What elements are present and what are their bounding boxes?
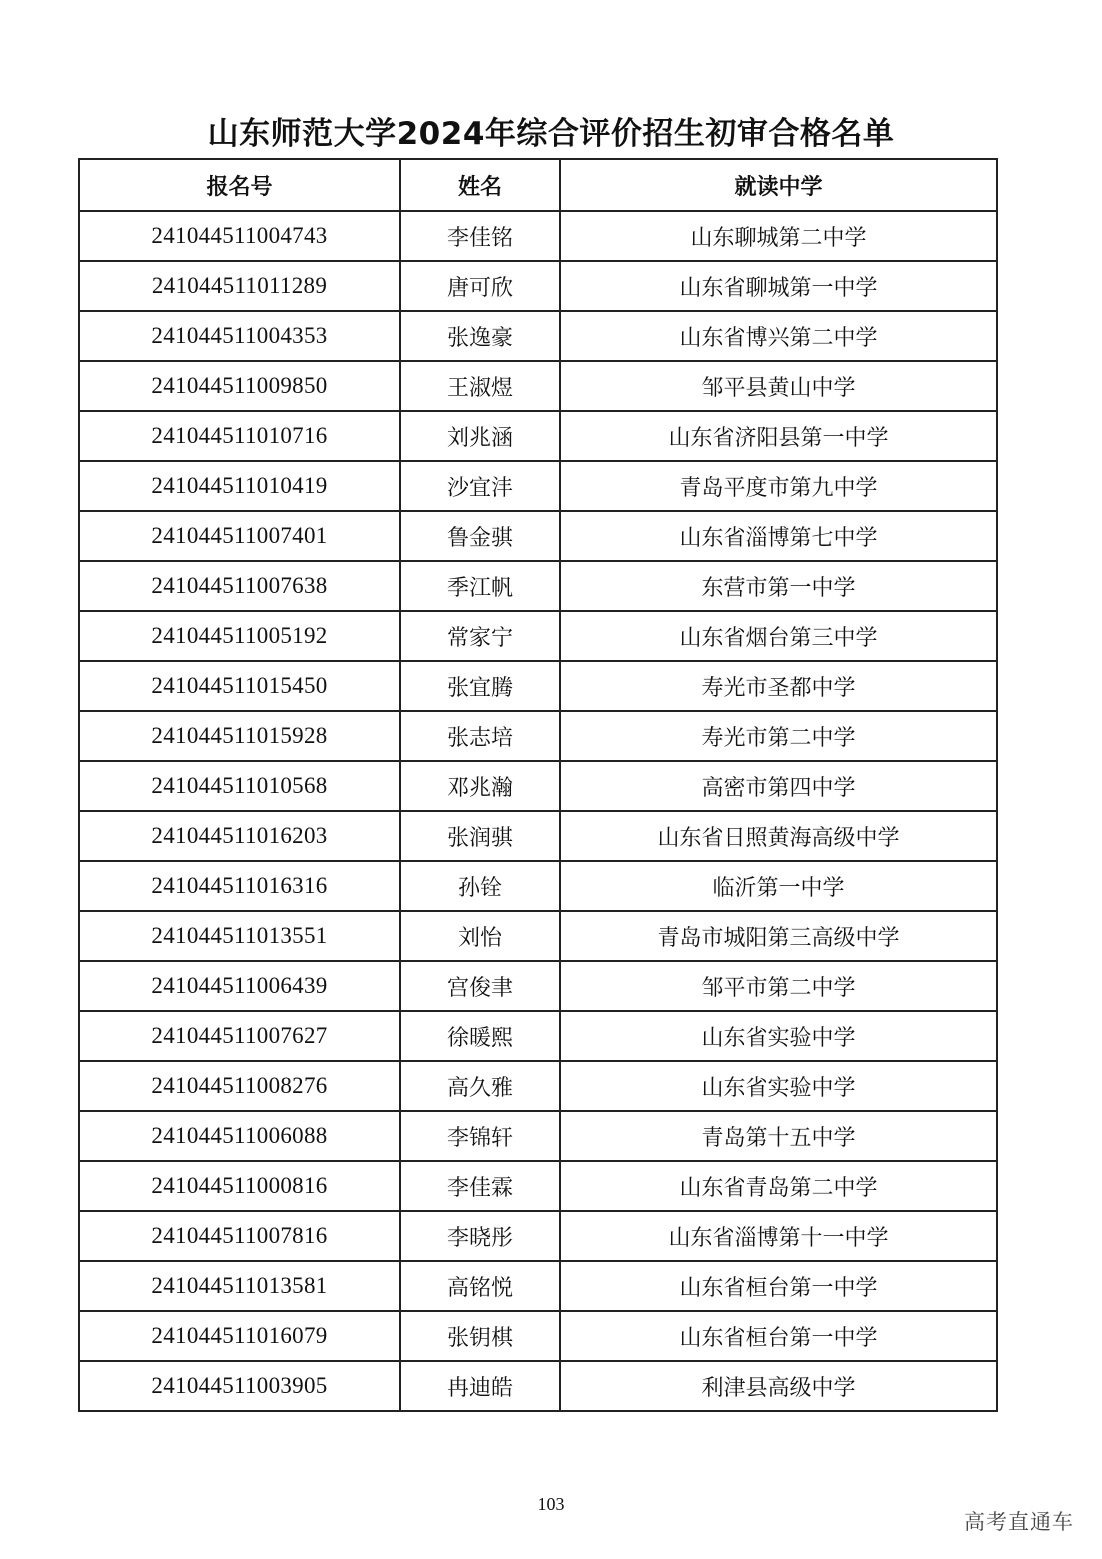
table-row [79,261,997,311]
table-row [79,361,997,411]
student-name-cell: 徐暖熙 [400,1011,560,1061]
student-name-cell: 孙铨 [400,861,560,911]
table-row [79,811,997,861]
student-name-cell: 冉迪皓 [400,1361,560,1411]
registration-number-cell: 241044511006088 [79,1111,400,1161]
student-name-cell: 李锦轩 [400,1111,560,1161]
table-row [79,661,997,711]
table-body [79,211,997,1411]
student-name-cell: 季江帆 [400,561,560,611]
registration-number-cell: 241044511013581 [79,1261,400,1311]
table-row [79,1011,997,1061]
table-row [79,461,997,511]
registration-number-cell: 241044511010419 [79,461,400,511]
registration-number-cell: 241044511013551 [79,911,400,961]
school-cell: 山东省聊城第一中学 [560,261,997,311]
table-row [79,1361,997,1411]
school-cell: 山东省烟台第三中学 [560,611,997,661]
table-row [79,1111,997,1161]
header-school: 就读中学 [560,159,997,211]
registration-number-cell: 241044511007816 [79,1211,400,1261]
student-name-cell: 张钥棋 [400,1311,560,1361]
registration-number-cell: 241044511016316 [79,861,400,911]
school-cell: 山东省淄博第十一中学 [560,1211,997,1261]
table-row [79,861,997,911]
registration-number-cell: 241044511009850 [79,361,400,411]
student-name-cell: 常家宁 [400,611,560,661]
registration-number-cell: 241044511010716 [79,411,400,461]
student-name-cell: 宫俊聿 [400,961,560,1011]
student-name-cell: 沙宜沣 [400,461,560,511]
student-name-cell: 刘怡 [400,911,560,961]
school-cell: 利津县高级中学 [560,1361,997,1411]
student-name-cell: 张志培 [400,711,560,761]
table-row [79,561,997,611]
table-row [79,411,997,461]
registration-number-cell: 241044511008276 [79,1061,400,1111]
student-name-cell: 高铭悦 [400,1261,560,1311]
header-row [79,159,997,211]
table-row [79,211,997,261]
page-number: 103 [537,1494,565,1514]
registration-number-cell: 241044511005192 [79,611,400,661]
registration-number-cell: 241044511007401 [79,511,400,561]
school-cell: 青岛平度市第九中学 [560,461,997,511]
student-name-cell: 邓兆瀚 [400,761,560,811]
registration-number-cell: 241044511015928 [79,711,400,761]
school-cell: 临沂第一中学 [560,861,997,911]
registration-number-cell: 241044511006439 [79,961,400,1011]
registration-number-cell: 241044511007638 [79,561,400,611]
table-row [79,311,997,361]
registration-number-cell: 241044511010568 [79,761,400,811]
student-name-cell: 高久雅 [400,1061,560,1111]
registration-number-cell: 241044511011289 [79,261,400,311]
header-registration-number: 报名号 [79,159,400,211]
table-row [79,1211,997,1261]
student-name-cell: 李佳霖 [400,1161,560,1211]
registration-number-cell: 241044511000816 [79,1161,400,1211]
school-cell: 山东省桓台第一中学 [560,1311,997,1361]
school-cell: 山东省桓台第一中学 [560,1261,997,1311]
school-cell: 山东省博兴第二中学 [560,311,997,361]
student-name-cell: 鲁金骐 [400,511,560,561]
student-name-cell: 张逸豪 [400,311,560,361]
school-cell: 山东省青岛第二中学 [560,1161,997,1211]
table-row [79,911,997,961]
school-cell: 山东省实验中学 [560,1011,997,1061]
school-cell: 邹平县黄山中学 [560,361,997,411]
registration-number-cell: 241044511016203 [79,811,400,861]
registration-number-cell: 241044511007627 [79,1011,400,1061]
school-cell: 寿光市第二中学 [560,711,997,761]
school-cell: 东营市第一中学 [560,561,997,611]
school-cell: 山东省日照黄海高级中学 [560,811,997,861]
table-row [79,711,997,761]
table-row [79,1061,997,1111]
student-name-cell: 王淑煜 [400,361,560,411]
watermark-text: 高考直通车 [964,1510,1074,1534]
student-name-cell: 李佳铭 [400,211,560,261]
school-cell: 山东聊城第二中学 [560,211,997,261]
registration-number-cell: 241044511004743 [79,211,400,261]
student-name-cell: 刘兆涵 [400,411,560,461]
table-row [79,761,997,811]
registration-number-cell: 241044511003905 [79,1361,400,1411]
table-row [79,961,997,1011]
table-row [79,1161,997,1211]
table-row [79,1261,997,1311]
school-cell: 高密市第四中学 [560,761,997,811]
student-name-cell: 张宜腾 [400,661,560,711]
registration-number-cell: 241044511004353 [79,311,400,361]
student-name-cell: 李晓彤 [400,1211,560,1261]
school-cell: 山东省实验中学 [560,1061,997,1111]
school-cell: 青岛市城阳第三高级中学 [560,911,997,961]
document-title: 山东师范大学2024年综合评价招生初审合格名单 [207,116,895,152]
table-row [79,611,997,661]
school-cell: 青岛第十五中学 [560,1111,997,1161]
admission-list-table [78,158,998,1412]
school-cell: 山东省济阳县第一中学 [560,411,997,461]
school-cell: 山东省淄博第七中学 [560,511,997,561]
school-cell: 邹平市第二中学 [560,961,997,1011]
table-row [79,511,997,561]
header-name: 姓名 [400,159,560,211]
table-row [79,1311,997,1361]
registration-number-cell: 241044511015450 [79,661,400,711]
school-cell: 寿光市圣都中学 [560,661,997,711]
table-header [79,159,997,211]
student-name-cell: 唐可欣 [400,261,560,311]
student-name-cell: 张润骐 [400,811,560,861]
registration-number-cell: 241044511016079 [79,1311,400,1361]
